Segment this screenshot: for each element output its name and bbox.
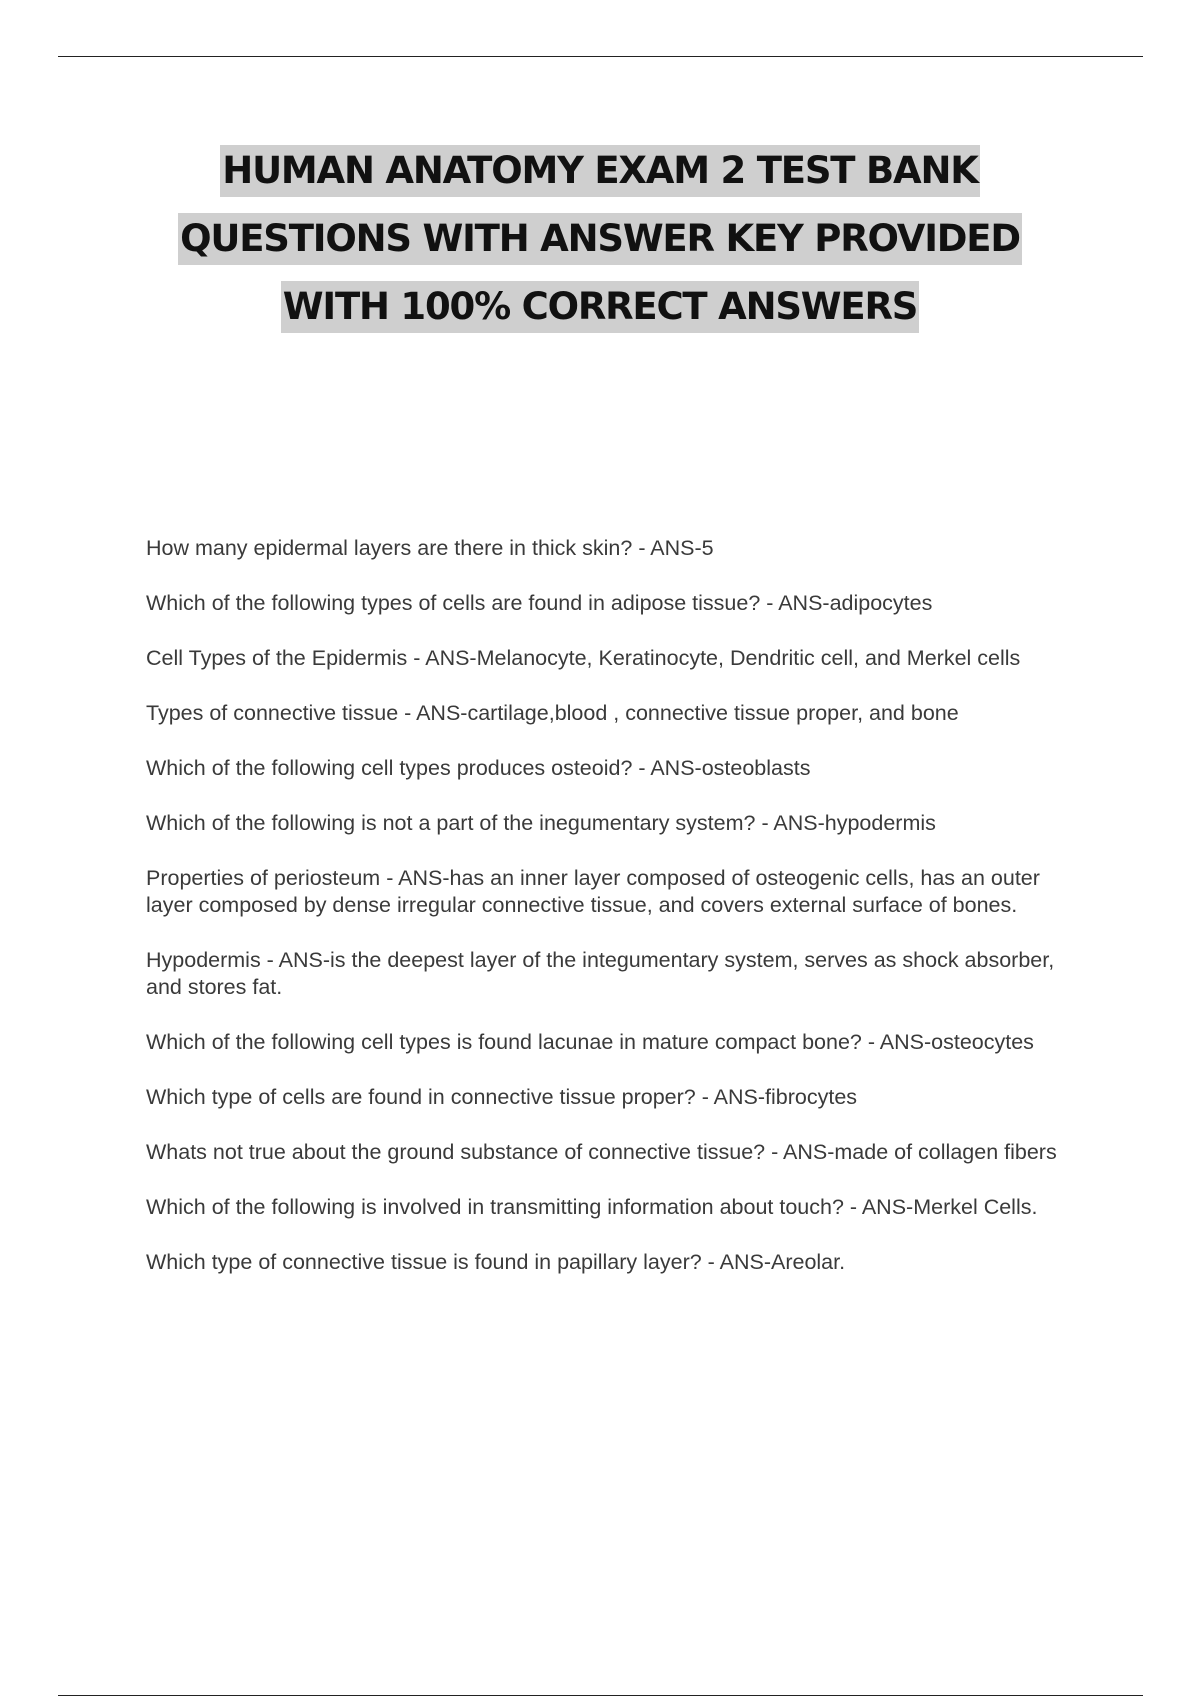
qa-item: Whats not true about the ground substance of connective tissue? - ANS-made of collagen fibers xyxy=(146,1140,1057,1164)
qa-item: Which type of connective tissue is found in papillary layer? - ANS-Areolar. xyxy=(146,1250,846,1274)
qa-item: Cell Types of the Epidermis - ANS-Melanocyte, Keratinocyte, Dendritic cell, and Merkel cells xyxy=(146,646,1021,670)
bottom-divider xyxy=(58,1695,1143,1696)
qa-item: Which type of cells are found in connective tissue proper? - ANS-fibrocytes xyxy=(146,1085,858,1109)
question-answer-list xyxy=(146,535,1091,1304)
qa-item: Properties of periosteum - ANS-has an inner layer composed of osteogenic cells, has an outer layer composed by dense irregular connective tissue, and covers external surface of bones. xyxy=(146,866,1040,917)
document-title xyxy=(0,145,1200,349)
qa-item: How many epidermal layers are there in thick skin? - ANS-5 xyxy=(146,536,714,560)
qa-item: Which of the following cell types produces osteoid? - ANS-osteoblasts xyxy=(146,756,811,780)
title-line-3: WITH 100% CORRECT ANSWERS xyxy=(281,281,919,333)
qa-item: Which of the following cell types is found lacunae in mature compact bone? - ANS-osteocytes xyxy=(146,1030,1034,1054)
qa-item: Which of the following is involved in transmitting information about touch? - ANS-Merkel Cells. xyxy=(146,1195,1038,1219)
qa-item: Types of connective tissue - ANS-cartilage,blood , connective tissue proper, and bone xyxy=(146,701,959,725)
top-divider xyxy=(58,56,1143,57)
title-line-1: HUMAN ANATOMY EXAM 2 TEST BANK xyxy=(220,145,979,197)
title-line-2: QUESTIONS WITH ANSWER KEY PROVIDED xyxy=(178,213,1022,265)
qa-item: Hypodermis - ANS-is the deepest layer of the integumentary system, serves as shock absorber, and stores fat. xyxy=(146,948,1055,999)
qa-item: Which of the following types of cells are found in adipose tissue? - ANS-adipocytes xyxy=(146,591,933,615)
qa-item: Which of the following is not a part of the inegumentary system? - ANS-hypodermis xyxy=(146,811,936,835)
